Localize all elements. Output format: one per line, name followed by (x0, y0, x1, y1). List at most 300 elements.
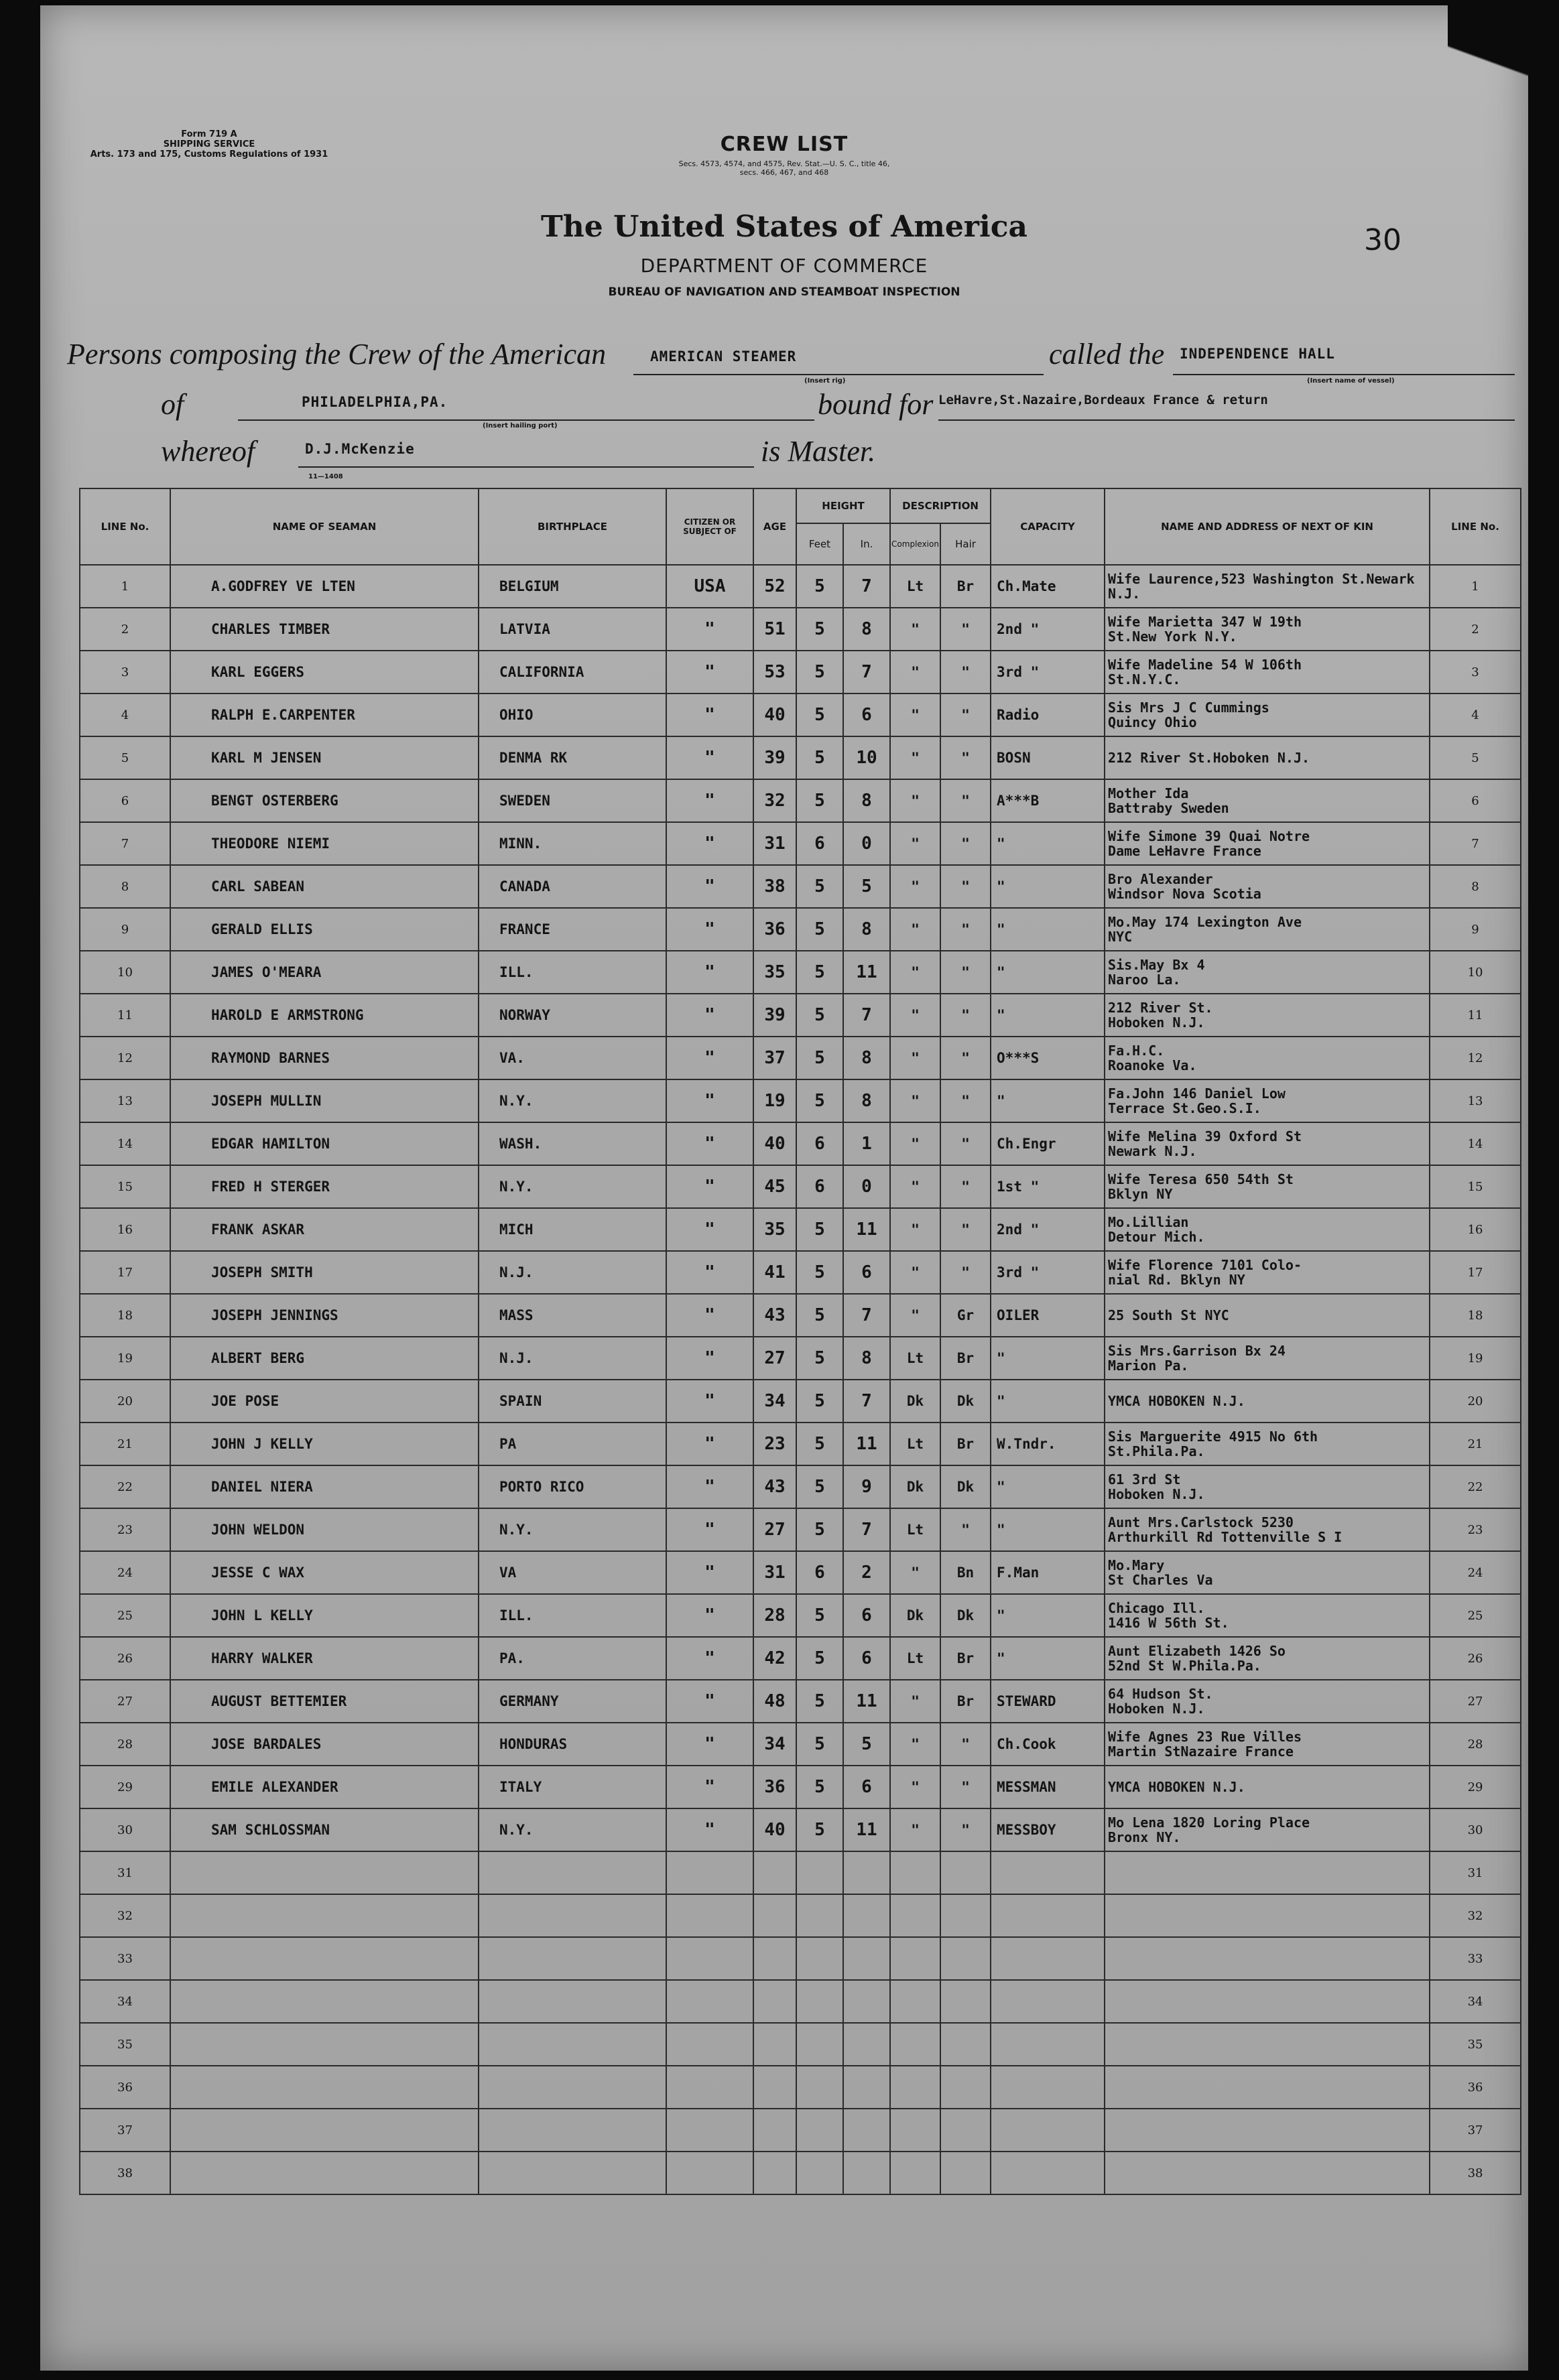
next-of-kin (1105, 1380, 1430, 1423)
age (753, 2066, 796, 2109)
height-inches (843, 2066, 890, 2109)
table-row (80, 565, 1521, 608)
seaman-name: KARL M JENSEN (170, 736, 479, 779)
next-of-kin-line: Marion Pa. (1108, 1358, 1189, 1374)
hair: Br (940, 1637, 991, 1680)
line-number-right: 8 (1430, 865, 1521, 908)
height-inches: 11 (843, 1208, 890, 1251)
line-number-right: 3 (1430, 651, 1521, 693)
birthplace: DENMA RK (479, 736, 666, 779)
complexion: " (890, 1208, 940, 1251)
capacity: MESSMAN (991, 1766, 1105, 1808)
line-number-right: 6 (1430, 779, 1521, 822)
country-heading: The United States of America (540, 210, 1028, 244)
birthplace: FRANCE (479, 908, 666, 951)
age (753, 2023, 796, 2066)
complexion: " (890, 1551, 940, 1594)
height-feet: 5 (796, 1594, 843, 1637)
line-number-right: 4 (1430, 693, 1521, 736)
complexion: " (890, 994, 940, 1037)
citizenship: " (666, 1037, 753, 1079)
line-number-right: 11 (1430, 994, 1521, 1037)
next-of-kin-line: Hoboken N.J. (1108, 1701, 1205, 1717)
complexion: Dk (890, 1380, 940, 1423)
age (753, 1980, 796, 2023)
line-number-right: 23 (1430, 1508, 1521, 1551)
complexion: " (890, 736, 940, 779)
next-of-kin (1105, 1079, 1430, 1122)
hair (940, 1980, 991, 2023)
next-of-kin-line: Arthurkill Rd Tottenville S I (1108, 1529, 1343, 1545)
line-number: 34 (80, 1980, 170, 2023)
of-label: of (161, 388, 184, 421)
birthplace: N.Y. (479, 1508, 666, 1551)
height-feet: 5 (796, 1766, 843, 1808)
height-inches (843, 2023, 890, 2066)
line-number-right: 7 (1430, 822, 1521, 865)
next-of-kin-line: Bklyn NY (1108, 1186, 1173, 1202)
hair: " (940, 651, 991, 693)
seaman-name (170, 1894, 479, 1937)
next-of-kin (1105, 565, 1430, 608)
next-of-kin (1105, 1808, 1430, 1851)
birthplace: N.J. (479, 1337, 666, 1380)
birthplace (479, 2066, 666, 2109)
age: 40 (753, 693, 796, 736)
next-of-kin (1105, 908, 1430, 951)
table-row (80, 693, 1521, 736)
line-number: 21 (80, 1423, 170, 1465)
birthplace: SPAIN (479, 1380, 666, 1423)
seaman-name: EDGAR HAMILTON (170, 1122, 479, 1165)
height-inches: 5 (843, 1723, 890, 1766)
next-of-kin-line: 61 3rd St (1108, 1471, 1181, 1488)
capacity: " (991, 865, 1105, 908)
birthplace: PA (479, 1423, 666, 1465)
capacity (991, 1980, 1105, 2023)
next-of-kin (1105, 608, 1430, 651)
birthplace: PA. (479, 1637, 666, 1680)
height-inches: 8 (843, 608, 890, 651)
table-row (80, 908, 1521, 951)
height-inches: 11 (843, 951, 890, 994)
line-number: 17 (80, 1251, 170, 1294)
table-row (80, 736, 1521, 779)
height-feet: 5 (796, 1508, 843, 1551)
line-number: 29 (80, 1766, 170, 1808)
seaman-name: JOSEPH SMITH (170, 1251, 479, 1294)
capacity: " (991, 1637, 1105, 1680)
birthplace (479, 2023, 666, 2066)
capacity: Ch.Cook (991, 1723, 1105, 1766)
height-feet (796, 1851, 843, 1894)
line-number-right: 21 (1430, 1423, 1521, 1465)
seaman-name: DANIEL NIERA (170, 1465, 479, 1508)
citizenship: " (666, 1165, 753, 1208)
capacity: " (991, 1465, 1105, 1508)
seaman-name: JESSE C WAX (170, 1551, 479, 1594)
capacity: " (991, 822, 1105, 865)
col-age: AGE (753, 488, 796, 565)
complexion: " (890, 1808, 940, 1851)
capacity: MESSBOY (991, 1808, 1105, 1851)
line-number: 1 (80, 565, 170, 608)
height-inches: 10 (843, 736, 890, 779)
next-of-kin-line: Fa.H.C. (1108, 1043, 1165, 1059)
capacity: 2nd " (991, 608, 1105, 651)
height-inches: 6 (843, 1766, 890, 1808)
capacity: " (991, 1337, 1105, 1380)
department-heading: DEPARTMENT OF COMMERCE (640, 255, 928, 277)
next-of-kin-line: Bro Alexander (1108, 871, 1213, 887)
crew-list-document (40, 5, 1528, 2371)
hair: " (940, 951, 991, 994)
citizenship: " (666, 1423, 753, 1465)
capacity (991, 1937, 1105, 1980)
table-row (80, 2152, 1521, 2194)
height-inches (843, 1894, 890, 1937)
line-number-right: 32 (1430, 1894, 1521, 1937)
next-of-kin (1105, 651, 1430, 693)
seaman-name: JOHN J KELLY (170, 1423, 479, 1465)
seaman-name: JOHN WELDON (170, 1508, 479, 1551)
table-row (80, 1808, 1521, 1851)
birthplace (479, 1937, 666, 1980)
line-number-right: 12 (1430, 1037, 1521, 1079)
hair: Br (940, 1680, 991, 1723)
hailing-port: PHILADELPHIA,PA. (302, 394, 448, 410)
height-inches: 11 (843, 1808, 890, 1851)
birthplace: BELGIUM (479, 565, 666, 608)
line-number-right: 31 (1430, 1851, 1521, 1894)
next-of-kin-line: Mo.Lillian (1108, 1214, 1189, 1230)
table-row (80, 1766, 1521, 1808)
next-of-kin-line: 212 River St.Hoboken N.J. (1108, 750, 1310, 766)
hair: " (940, 822, 991, 865)
next-of-kin (1105, 1637, 1430, 1680)
citizenship: " (666, 651, 753, 693)
line-number-right: 34 (1430, 1980, 1521, 2023)
hair: " (940, 1037, 991, 1079)
age: 28 (753, 1594, 796, 1637)
is-master-label: is Master. (761, 435, 876, 468)
citizenship: " (666, 608, 753, 651)
next-of-kin (1105, 1037, 1430, 1079)
next-of-kin-line: 212 River St. (1108, 1000, 1213, 1016)
table-row (80, 608, 1521, 651)
complexion: " (890, 908, 940, 951)
bureau-heading: BUREAU OF NAVIGATION AND STEAMBOAT INSPECTION (608, 285, 960, 299)
age: 41 (753, 1251, 796, 1294)
next-of-kin-line: 52nd St W.Phila.Pa. (1108, 1658, 1261, 1674)
height-inches: 7 (843, 565, 890, 608)
hair (940, 1851, 991, 1894)
birthplace: N.Y. (479, 1165, 666, 1208)
capacity: Ch.Mate (991, 565, 1105, 608)
height-feet: 5 (796, 736, 843, 779)
height-feet: 5 (796, 693, 843, 736)
height-feet: 5 (796, 865, 843, 908)
line-number: 31 (80, 1851, 170, 1894)
line-number-right: 33 (1430, 1937, 1521, 1980)
birthplace: MICH (479, 1208, 666, 1251)
height-feet: 5 (796, 779, 843, 822)
hair: Dk (940, 1465, 991, 1508)
col-next-of-kin: NAME AND ADDRESS OF NEXT OF KIN (1105, 488, 1430, 565)
next-of-kin-line: Battraby Sweden (1108, 800, 1229, 816)
next-of-kin-line: 1416 W 56th St. (1108, 1615, 1229, 1631)
birthplace (479, 1894, 666, 1937)
age: 39 (753, 736, 796, 779)
next-of-kin-line: Windsor Nova Scotia (1108, 886, 1261, 902)
age: 23 (753, 1423, 796, 1465)
seaman-name (170, 1980, 479, 2023)
capacity (991, 2023, 1105, 2066)
line-number-right: 18 (1430, 1294, 1521, 1337)
table-row (80, 994, 1521, 1037)
birthplace: OHIO (479, 693, 666, 736)
hair: " (940, 1508, 991, 1551)
next-of-kin-line: Aunt Elizabeth 1426 So (1108, 1643, 1286, 1659)
height-inches: 11 (843, 1680, 890, 1723)
seaman-name: JAMES O'MEARA (170, 951, 479, 994)
complexion: " (890, 1723, 940, 1766)
next-of-kin-line: Wife Simone 39 Quai Notre (1108, 828, 1310, 844)
table-row (80, 1894, 1521, 1937)
height-feet: 5 (796, 651, 843, 693)
next-of-kin-line: Mo.Mary (1108, 1557, 1165, 1573)
seaman-name: SAM SCHLOSSMAN (170, 1808, 479, 1851)
height-feet: 5 (796, 1037, 843, 1079)
complexion: " (890, 822, 940, 865)
hair: " (940, 736, 991, 779)
seaman-name (170, 1851, 479, 1894)
port-underline (238, 419, 814, 421)
col-hair: Hair (940, 523, 991, 565)
complexion: Dk (890, 1594, 940, 1637)
age: 52 (753, 565, 796, 608)
next-of-kin (1105, 1508, 1430, 1551)
next-of-kin-line: Quincy Ohio (1108, 714, 1197, 730)
next-of-kin-line: Mother Ida (1108, 785, 1189, 801)
hair (940, 1894, 991, 1937)
age: 27 (753, 1508, 796, 1551)
capacity: " (991, 1079, 1105, 1122)
height-inches: 6 (843, 1251, 890, 1294)
complexion: Dk (890, 1465, 940, 1508)
citizenship: " (666, 1808, 753, 1851)
height-inches: 11 (843, 1423, 890, 1465)
next-of-kin-line: Sis Marguerite 4915 No 6th (1108, 1429, 1318, 1445)
line-number-right: 13 (1430, 1079, 1521, 1122)
capacity (991, 2152, 1105, 2194)
hair (940, 2152, 991, 2194)
hair (940, 2109, 991, 2152)
crew-table (79, 488, 1521, 2195)
birthplace: ILL. (479, 951, 666, 994)
capacity (991, 1894, 1105, 1937)
height-feet (796, 1894, 843, 1937)
hair: Dk (940, 1594, 991, 1637)
line-number-right: 17 (1430, 1251, 1521, 1294)
vessel-name: INDEPENDENCE HALL (1180, 346, 1335, 362)
height-inches: 0 (843, 822, 890, 865)
next-of-kin-line: nial Rd. Bklyn NY (1108, 1272, 1245, 1288)
hair: Br (940, 1423, 991, 1465)
complexion (890, 2152, 940, 2194)
next-of-kin-line: Detour Mich. (1108, 1229, 1205, 1245)
height-inches: 7 (843, 1508, 890, 1551)
height-feet (796, 2023, 843, 2066)
birthplace (479, 1980, 666, 2023)
height-feet: 5 (796, 994, 843, 1037)
line-number-right: 16 (1430, 1208, 1521, 1251)
height-inches: 7 (843, 1294, 890, 1337)
seaman-name: A.GODFREY VE LTEN (170, 565, 479, 608)
birthplace: CANADA (479, 865, 666, 908)
height-feet: 5 (796, 1680, 843, 1723)
hair: " (940, 1766, 991, 1808)
next-of-kin (1105, 994, 1430, 1037)
next-of-kin (1105, 736, 1430, 779)
citizenship: USA (666, 565, 753, 608)
complexion: " (890, 693, 940, 736)
height-inches: 9 (843, 1465, 890, 1508)
line-number: 10 (80, 951, 170, 994)
table-row (80, 779, 1521, 822)
citizenship: " (666, 1766, 753, 1808)
height-inches: 1 (843, 1122, 890, 1165)
crew-table-body (80, 565, 1521, 2194)
complexion (890, 2109, 940, 2152)
citizenship: " (666, 1723, 753, 1766)
height-feet: 6 (796, 1551, 843, 1594)
next-of-kin (1105, 779, 1430, 822)
seaman-name: JOE POSE (170, 1380, 479, 1423)
citizenship (666, 1894, 753, 1937)
complexion (890, 1980, 940, 2023)
next-of-kin (1105, 1337, 1430, 1380)
age: 51 (753, 608, 796, 651)
capacity: BOSN (991, 736, 1105, 779)
line-number: 3 (80, 651, 170, 693)
citizenship (666, 1851, 753, 1894)
table-row (80, 1423, 1521, 1465)
age: 38 (753, 865, 796, 908)
next-of-kin (1105, 1423, 1430, 1465)
print-code: 11—1408 (308, 473, 343, 480)
seaman-name: EMILE ALEXANDER (170, 1766, 479, 1808)
next-of-kin (1105, 1766, 1430, 1808)
age (753, 2109, 796, 2152)
height-inches: 0 (843, 1165, 890, 1208)
citizenship: " (666, 1337, 753, 1380)
line-number: 13 (80, 1079, 170, 1122)
line-number: 9 (80, 908, 170, 951)
col-complexion: Complexion (890, 523, 940, 565)
col-line-no-right: LINE No. (1430, 488, 1521, 565)
height-inches: 5 (843, 865, 890, 908)
table-row (80, 1251, 1521, 1294)
line-number: 32 (80, 1894, 170, 1937)
birthplace: VA. (479, 1037, 666, 1079)
sections-line-2: secs. 466, 467, and 468 (739, 168, 829, 177)
next-of-kin (1105, 1594, 1430, 1637)
birthplace: WASH. (479, 1122, 666, 1165)
next-of-kin-line: St Charles Va (1108, 1572, 1213, 1588)
complexion (890, 2023, 940, 2066)
age: 40 (753, 1122, 796, 1165)
table-row (80, 1037, 1521, 1079)
height-inches: 7 (843, 994, 890, 1037)
next-of-kin-line: Bronx NY. (1108, 1829, 1181, 1845)
age: 37 (753, 1037, 796, 1079)
next-of-kin-line: Martin StNazaire France (1108, 1743, 1294, 1760)
birthplace: HONDURAS (479, 1723, 666, 1766)
age: 36 (753, 1766, 796, 1808)
hair: " (940, 1723, 991, 1766)
age: 40 (753, 1808, 796, 1851)
page-number: 30 (1364, 223, 1401, 257)
next-of-kin-line: Mo.May 174 Lexington Ave (1108, 914, 1302, 930)
capacity (991, 2066, 1105, 2109)
age: 35 (753, 951, 796, 994)
citizenship: " (666, 1079, 753, 1122)
whereof-label: whereof (161, 435, 255, 468)
seaman-name: JOSEPH JENNINGS (170, 1294, 479, 1337)
line-number: 2 (80, 608, 170, 651)
capacity: " (991, 1594, 1105, 1637)
citizenship: " (666, 908, 753, 951)
height-feet: 5 (796, 1465, 843, 1508)
line-number-right: 19 (1430, 1337, 1521, 1380)
capacity: Radio (991, 693, 1105, 736)
line-number-right: 20 (1430, 1380, 1521, 1423)
height-inches: 8 (843, 1337, 890, 1380)
capacity: " (991, 951, 1105, 994)
complexion: " (890, 951, 940, 994)
rig-underline (633, 374, 1044, 375)
birthplace: ITALY (479, 1766, 666, 1808)
col-capacity: CAPACITY (991, 488, 1105, 565)
citizenship: " (666, 951, 753, 994)
age: 53 (753, 651, 796, 693)
line-number: 25 (80, 1594, 170, 1637)
height-feet (796, 2109, 843, 2152)
col-birthplace: BIRTHPLACE (479, 488, 666, 565)
height-inches: 8 (843, 1079, 890, 1122)
hair: " (940, 994, 991, 1037)
seaman-name: JOHN L KELLY (170, 1594, 479, 1637)
next-of-kin (1105, 2152, 1430, 2194)
complexion (890, 2066, 940, 2109)
line-number-right: 5 (1430, 736, 1521, 779)
height-inches (843, 2109, 890, 2152)
seaman-name (170, 2152, 479, 2194)
complexion: " (890, 1294, 940, 1337)
line-number: 7 (80, 822, 170, 865)
line-number-right: 15 (1430, 1165, 1521, 1208)
form-number: Form 719 A (181, 129, 237, 139)
hair (940, 2066, 991, 2109)
age: 42 (753, 1637, 796, 1680)
line-number: 12 (80, 1037, 170, 1079)
birthplace (479, 2152, 666, 2194)
next-of-kin (1105, 1851, 1430, 1894)
col-height: HEIGHT (796, 488, 890, 523)
seaman-name: JOSEPH MULLIN (170, 1079, 479, 1122)
next-of-kin-line: Sis Mrs.Garrison Bx 24 (1108, 1343, 1286, 1359)
